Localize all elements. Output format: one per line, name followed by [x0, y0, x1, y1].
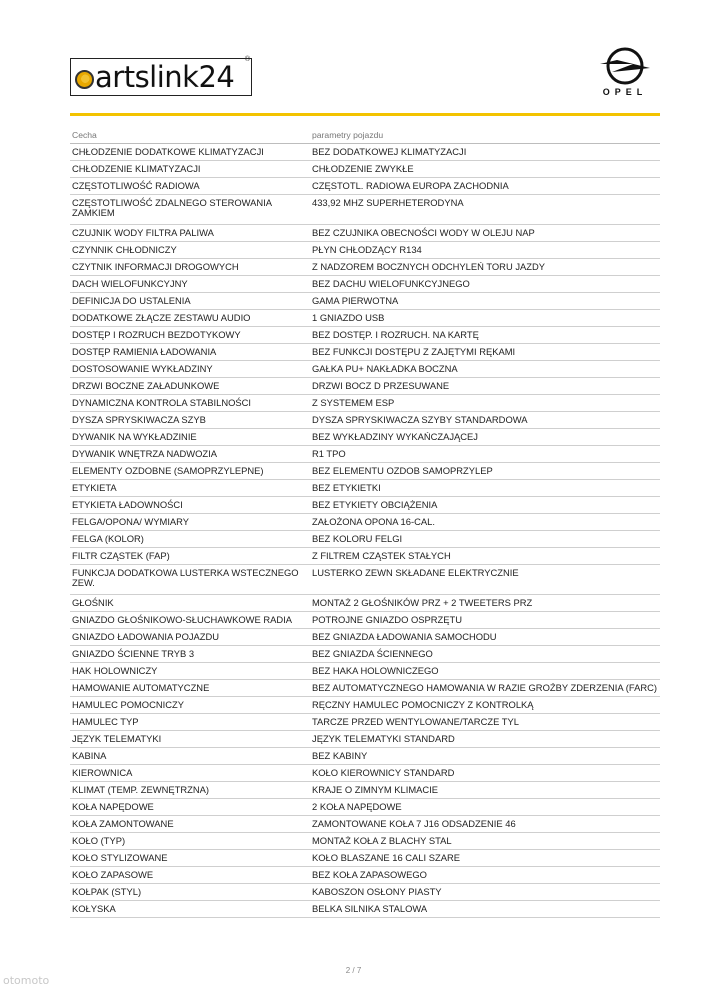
table-row — [70, 697, 660, 714]
value-cell: LUSTERKO ZEWN SKŁADANE ELEKTRYCZNIE — [310, 565, 660, 595]
opel-wordmark: OPEL — [602, 87, 648, 97]
feature-cell: CZYTNIK INFORMACJI DROGOWYCH — [70, 259, 310, 276]
value-cell: KOŁO KIEROWNICY STANDARD — [310, 765, 660, 782]
feature-cell: CZĘSTOTLIWOŚĆ RADIOWA — [70, 178, 310, 195]
logo-wordmark — [75, 60, 234, 94]
registered-mark: ® — [244, 56, 250, 63]
table-row — [70, 731, 660, 748]
value-cell: BEZ FUNKCJI DOSTĘPU Z ZAJĘTYMI RĘKAMI — [310, 344, 660, 361]
table-row — [70, 714, 660, 731]
page-header — [0, 0, 707, 118]
value-cell: KABOSZON OSŁONY PIASTY — [310, 884, 660, 901]
feature-cell: DOSTOSOWANIE WYKŁADZINY — [70, 361, 310, 378]
value-cell: GAŁKA PU+ NAKŁADKA BOCZNA — [310, 361, 660, 378]
feature-cell: DYWANIK WNĘTRZA NADWOZIA — [70, 446, 310, 463]
table-row — [70, 782, 660, 799]
table-row — [70, 765, 660, 782]
value-cell: Z NADZOREM BOCZNYCH ODCHYLEŃ TORU JAZDY — [310, 259, 660, 276]
feature-cell: KLIMAT (TEMP. ZEWNĘTRZNA) — [70, 782, 310, 799]
value-cell: BEZ ETYKIETY OBCIĄŻENIA — [310, 497, 660, 514]
table-row — [70, 480, 660, 497]
table-row — [70, 395, 660, 412]
logo-text: artslink24 — [95, 60, 235, 94]
table-row — [70, 276, 660, 293]
value-cell: BEZ CZUJNIKA OBECNOŚCI WODY W OLEJU NAP — [310, 225, 660, 242]
value-cell: Z SYSTEMEM ESP — [310, 395, 660, 412]
value-cell: 1 GNIAZDO USB — [310, 310, 660, 327]
table-row — [70, 867, 660, 884]
feature-cell: HAMOWANIE AUTOMATYCZNE — [70, 680, 310, 697]
feature-cell: GNIAZDO ŁADOWANIA POJAZDU — [70, 629, 310, 646]
table-row — [70, 646, 660, 663]
table-row — [70, 327, 660, 344]
feature-cell: DYSZA SPRYSKIWACZA SZYB — [70, 412, 310, 429]
value-cell: 2 KOŁA NAPĘDOWE — [310, 799, 660, 816]
feature-cell: CZYNNIK CHŁODNICZY — [70, 242, 310, 259]
watermark: otomoto — [3, 974, 50, 987]
feature-cell: KABINA — [70, 748, 310, 765]
table-row — [70, 799, 660, 816]
value-cell: BEZ GNIAZDA ŁADOWANIA SAMOCHODU — [310, 629, 660, 646]
feature-cell: CZUJNIK WODY FILTRA PALIWA — [70, 225, 310, 242]
table-row — [70, 161, 660, 178]
feature-cell: KOŁO ZAPASOWE — [70, 867, 310, 884]
partslink24-logo — [70, 58, 252, 96]
opel-blitz-icon — [600, 46, 650, 86]
feature-cell: KOŁYSKA — [70, 901, 310, 918]
value-cell: PŁYN CHŁODZĄCY R134 — [310, 242, 660, 259]
opel-logo — [594, 46, 656, 102]
feature-cell: GNIAZDO GŁOŚNIKOWO-SŁUCHAWKOWE RADIA — [70, 612, 310, 629]
value-cell: BEZ KABINY — [310, 748, 660, 765]
value-cell: DYSZA SPRYSKIWACZA SZYBY STANDARDOWA — [310, 412, 660, 429]
feature-cell: DODATKOWE ZŁĄCZE ZESTAWU AUDIO — [70, 310, 310, 327]
table-row — [70, 514, 660, 531]
table-row — [70, 412, 660, 429]
feature-cell: FELGA (KOLOR) — [70, 531, 310, 548]
feature-cell: CZĘSTOTLIWOŚĆ ZDALNEGO STEROWANIA ZAMKIEM — [70, 195, 310, 225]
feature-cell: HAMULEC POMOCNICZY — [70, 697, 310, 714]
table-row — [70, 178, 660, 195]
table-row — [70, 310, 660, 327]
table-row — [70, 531, 660, 548]
table-row — [70, 225, 660, 242]
table-row — [70, 901, 660, 918]
feature-cell: DEFINICJA DO USTALENIA — [70, 293, 310, 310]
table-row — [70, 850, 660, 867]
feature-cell: KOŁA ZAMONTOWANE — [70, 816, 310, 833]
value-cell: POTROJNE GNIAZDO OSPRZĘTU — [310, 612, 660, 629]
value-cell: CZĘSTOTL. RADIOWA EUROPA ZACHODNIA — [310, 178, 660, 195]
value-cell: JĘZYK TELEMATYKI STANDARD — [310, 731, 660, 748]
feature-cell: HAK HOLOWNICZY — [70, 663, 310, 680]
page-number: 2 / 7 — [345, 966, 362, 975]
feature-cell: ETYKIETA — [70, 480, 310, 497]
feature-cell: FILTR CZĄSTEK (FAP) — [70, 548, 310, 565]
table-row — [70, 463, 660, 480]
value-cell: Z FILTREM CZĄSTEK STAŁYCH — [310, 548, 660, 565]
feature-cell: DACH WIELOFUNKCYJNY — [70, 276, 310, 293]
value-cell: KRAJE O ZIMNYM KLIMACIE — [310, 782, 660, 799]
value-cell: BEZ DOSTĘP. I ROZRUCH. NA KARTĘ — [310, 327, 660, 344]
feature-cell: GNIAZDO ŚCIENNE TRYB 3 — [70, 646, 310, 663]
feature-cell: HAMULEC TYP — [70, 714, 310, 731]
value-cell: BEZ HAKA HOLOWNICZEGO — [310, 663, 660, 680]
table-row — [70, 548, 660, 565]
value-cell: BEZ AUTOMATYCZNEGO HAMOWANIA W RAZIE GROŹBY ZDERZENIA (FARC) — [310, 680, 660, 697]
feature-cell: FUNKCJA DODATKOWA LUSTERKA WSTECZNEGO ZEW. — [70, 565, 310, 595]
value-cell: BEZ ETYKIETKI — [310, 480, 660, 497]
feature-cell: ELEMENTY OZDOBNE (SAMOPRZYLEPNE) — [70, 463, 310, 480]
value-cell: BEZ GNIAZDA ŚCIENNEGO — [310, 646, 660, 663]
table-row — [70, 748, 660, 765]
table-row — [70, 629, 660, 646]
value-cell: RĘCZNY HAMULEC POMOCNICZY Z KONTROLKĄ — [310, 697, 660, 714]
value-cell: 433,92 MHZ SUPERHETERODYNA — [310, 195, 660, 225]
header-divider — [70, 113, 660, 116]
table-row — [70, 595, 660, 612]
feature-cell: KIEROWNICA — [70, 765, 310, 782]
feature-cell: KOŁO (TYP) — [70, 833, 310, 850]
value-cell: BEZ KOŁA ZAPASOWEGO — [310, 867, 660, 884]
value-cell: BEZ KOLORU FELGI — [310, 531, 660, 548]
feature-cell: KOŁO STYLIZOWANE — [70, 850, 310, 867]
table-row — [70, 429, 660, 446]
table-header-row — [70, 126, 660, 144]
feature-cell: DYWANIK NA WYKŁADZINIE — [70, 429, 310, 446]
feature-cell: DOSTĘP I ROZRUCH BEZDOTYKOWY — [70, 327, 310, 344]
table-row — [70, 293, 660, 310]
feature-cell: CHŁODZENIE DODATKOWE KLIMATYZACJI — [70, 144, 310, 161]
value-cell: BEZ DODATKOWEJ KLIMATYZACJI — [310, 144, 660, 161]
value-cell: MONTAŻ KOŁA Z BLACHY STAL — [310, 833, 660, 850]
table-row — [70, 497, 660, 514]
value-cell: BEZ WYKŁADZINY WYKAŃCZAJĄCEJ — [310, 429, 660, 446]
table-row — [70, 833, 660, 850]
value-cell: ZAŁOŻONA OPONA 16-CAL. — [310, 514, 660, 531]
feature-cell: DRZWI BOCZNE ZAŁADUNKOWE — [70, 378, 310, 395]
table-row — [70, 884, 660, 901]
table-row — [70, 446, 660, 463]
table-row — [70, 195, 660, 225]
table-row — [70, 565, 660, 595]
value-cell: DRZWI BOCZ D PRZESUWANE — [310, 378, 660, 395]
value-cell: CHŁODZENIE ZWYKŁE — [310, 161, 660, 178]
value-cell: BELKA SILNIKA STALOWA — [310, 901, 660, 918]
feature-cell: FELGA/OPONA/ WYMIARY — [70, 514, 310, 531]
value-cell: BEZ DACHU WIELOFUNKCYJNEGO — [310, 276, 660, 293]
table-row — [70, 259, 660, 276]
value-cell: ZAMONTOWANE KOŁA 7 J16 ODSADZENIE 46 — [310, 816, 660, 833]
feature-cell: CHŁODZENIE KLIMATYZACJI — [70, 161, 310, 178]
table-row — [70, 816, 660, 833]
table-row — [70, 378, 660, 395]
feature-cell: JĘZYK TELEMATYKI — [70, 731, 310, 748]
feature-cell: GŁOŚNIK — [70, 595, 310, 612]
value-cell: GAMA PIERWOTNA — [310, 293, 660, 310]
table-row — [70, 144, 660, 161]
table-row — [70, 663, 660, 680]
feature-cell: DOSTĘP RAMIENIA ŁADOWANIA — [70, 344, 310, 361]
value-cell: BEZ ELEMENTU OZDOB SAMOPRZYLEP — [310, 463, 660, 480]
column-header-feature: Cecha — [70, 126, 310, 144]
value-cell: MONTAŻ 2 GŁOŚNIKÓW PRZ + 2 TWEETERS PRZ — [310, 595, 660, 612]
column-header-parameters: parametry pojazdu — [310, 126, 660, 144]
table-row — [70, 344, 660, 361]
feature-cell: DYNAMICZNA KONTROLA STABILNOŚCI — [70, 395, 310, 412]
vehicle-parameters-table — [70, 126, 660, 918]
table-row — [70, 361, 660, 378]
table-row — [70, 680, 660, 697]
value-cell: KOŁO BLASZANE 16 CALI SZARE — [310, 850, 660, 867]
logo-p-dot-icon — [75, 70, 94, 89]
feature-cell: KOŁA NAPĘDOWE — [70, 799, 310, 816]
value-cell: TARCZE PRZED WENTYLOWANE/TARCZE TYL — [310, 714, 660, 731]
value-cell: R1 TPO — [310, 446, 660, 463]
table-row — [70, 612, 660, 629]
feature-cell: ETYKIETA ŁADOWNOŚCI — [70, 497, 310, 514]
table-row — [70, 242, 660, 259]
feature-cell: KOŁPAK (STYL) — [70, 884, 310, 901]
